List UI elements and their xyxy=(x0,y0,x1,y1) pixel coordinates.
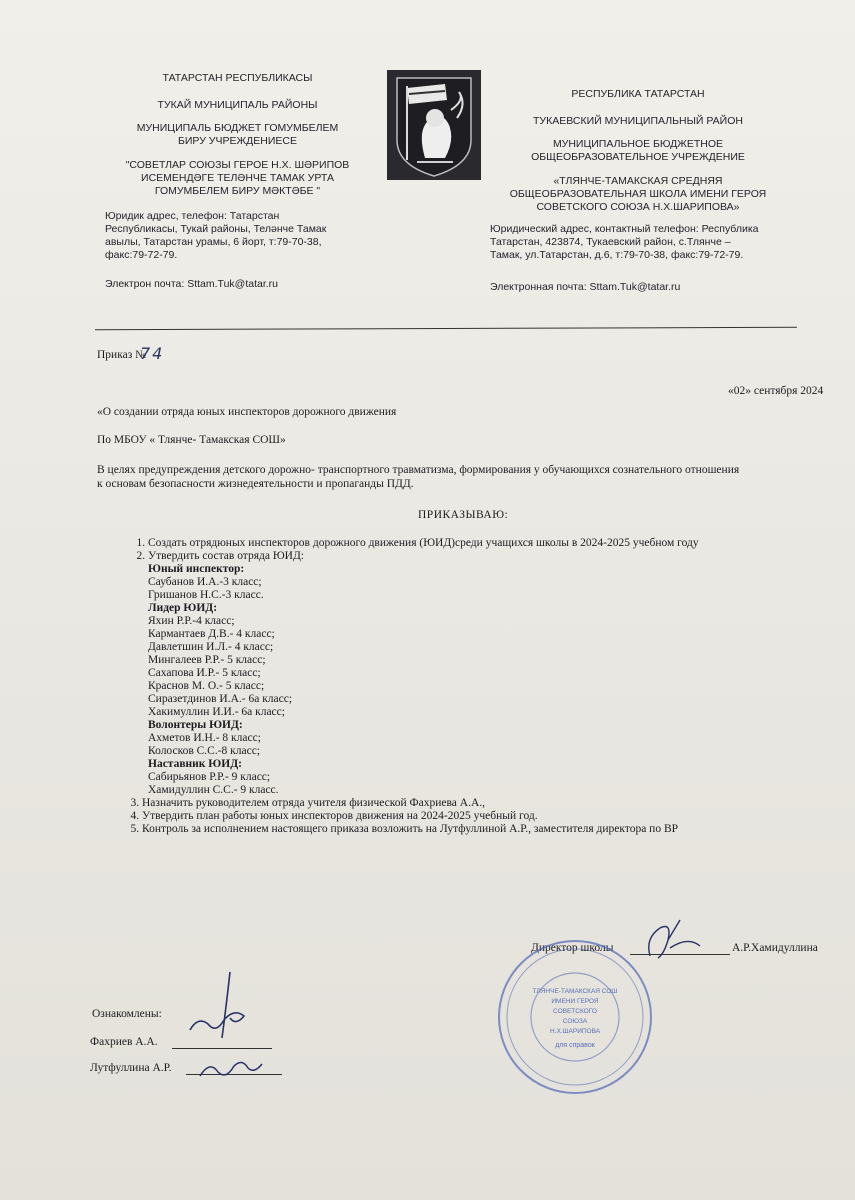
person-signature xyxy=(196,1054,266,1082)
address-line: Юридический адрес, контактный телефон: Республика xyxy=(490,223,759,235)
header-right-school: «ТЛЯНЧЕ-ТАМАКСКАЯ СРЕДНЯЯ xyxy=(553,175,723,187)
order-label: Приказ № xyxy=(97,349,147,361)
header-right-address xyxy=(488,223,788,294)
order-items-list xyxy=(110,537,699,836)
stamp-text: СОВЕТСКОГО xyxy=(553,1008,597,1015)
address-line: Тамак, ул.Татарстан, д.6, т:79-70-38, факс:79-72-79. xyxy=(490,249,744,261)
stamp-text: ИМЕНИ ГЕРОЯ xyxy=(551,998,599,1005)
person-signature xyxy=(178,968,258,1054)
member: Сиразетдинов И.А.- 6а класс; xyxy=(148,693,293,705)
stamp-text: для справок xyxy=(555,1042,595,1049)
member: Хамидуллин С.С.- 9 класс. xyxy=(148,784,279,796)
header-right-district: ТУКАЕВСКИЙ МУНИЦИПАЛЬНЫЙ РАЙОН xyxy=(533,115,743,127)
header-right xyxy=(488,88,788,294)
member: Давлетшин И.Л.- 4 класс; xyxy=(148,641,274,653)
header-left-email: Электрон почта: Sttam.Tuk@tatar.ru xyxy=(105,278,279,290)
member: Саубанов И.А.-3 класс; xyxy=(148,576,262,588)
acquainted-person: Фахриев А.А. xyxy=(90,1036,158,1048)
acquainted-person: Лутфуллина А.Р. xyxy=(90,1062,172,1074)
member: Яхин Р.Р.-4 класс; xyxy=(148,615,235,627)
member: Сахапова И.Р.- 5 класс; xyxy=(148,667,261,679)
acquainted-label: Ознакомлены: xyxy=(92,1008,162,1020)
director-name: А.Р.Хамидуллина xyxy=(732,942,818,954)
address-line: Юридик адрес, телефон: Татарстан xyxy=(105,210,280,222)
order-item: 1. Создать отрядюных инспекторов дорожного движения (ЮИД)среди учащихся школы в 2024-2025 учебном году xyxy=(148,537,699,550)
order-item: 3. Назначить руководителем отряда учителя физической Фахриева А.А., xyxy=(142,797,699,810)
order-date: «02» сентября 2024 xyxy=(728,385,824,397)
member: Кармантаев Д.В.- 4 класс; xyxy=(148,628,275,640)
header-left-republic: ТАТАРСТАН РЕСПУБЛИКАСЫ xyxy=(162,72,313,84)
member: Колосков С.С.-8 класс; xyxy=(148,745,261,757)
member: Сабирьянов Р.Р.- 9 класс; xyxy=(148,771,271,783)
order-item: 4. Утвердить план работы юных инспекторов движения на 2024-2025 учебный год. xyxy=(142,810,699,823)
address-line: факс:79-72-79. xyxy=(105,249,178,261)
director-label: Директор школы xyxy=(531,942,614,954)
group-title: Наставник ЮИД: xyxy=(148,758,242,770)
stamp-text: ТЛЯНЧЕ-ТАМАКСКАЯ СОШ xyxy=(532,988,618,995)
order-item-text: Утвердить состав отряда ЮИД: xyxy=(148,550,305,562)
header-right-email: Электронная почта: Sttam.Tuk@tatar.ru xyxy=(490,281,681,293)
header-left-address xyxy=(100,210,375,291)
header-right-institution: ОБЩЕОБРАЗОВАТЕЛЬНОЕ УЧРЕЖДЕНИЕ xyxy=(531,151,745,163)
group-title: Юный инспектор: xyxy=(148,563,245,575)
address-line: Татарстан, 423874, Тукаевский район, с.Тлянче – xyxy=(490,236,731,248)
member: Краснов М. О.- 5 класс; xyxy=(148,680,265,692)
order-preamble: к основам безопасности жизнедеятельности и пропаганды ПДД. xyxy=(97,478,414,490)
coat-of-arms-emblem xyxy=(387,70,481,180)
header-left-school: "СОВЕТЛАР СОЮЗЫ ГЕРОЕ Н.Х. ШӘРИПОВ xyxy=(125,159,350,171)
stamp-text: Н.Х.ШАРИПОВА xyxy=(549,1028,601,1035)
member: Гришанов Н.С.-3 класс. xyxy=(148,589,264,601)
order-item xyxy=(148,550,699,797)
order-item: 5. Контроль за исполнением настоящего приказа возложить на Лутфуллиной А.Р., заместителя директора по ВР xyxy=(142,823,699,836)
header-right-republic: РЕСПУБЛИКА ТАТАРСТАН xyxy=(571,88,705,100)
header-left-institution: БИРУ УЧРЕЖДЕНИЕСЕ xyxy=(177,135,297,147)
address-line: Республикасы, Тукай районы, Теләнче Тамак xyxy=(105,223,327,235)
official-stamp xyxy=(495,937,655,1097)
header-right-institution: МУНИЦИПАЛЬНОЕ БЮДЖЕТНОЕ xyxy=(552,138,724,150)
header-left-school: ГОМУМБЕЛЕМ БИРУ МӘКТӘБЕ " xyxy=(154,185,321,197)
address-line: авылы, Татарстан урамы, 6 йорт, т:79-70-38, xyxy=(105,236,322,248)
header-right-school: СОВЕТСКОГО СОЮЗА Н.Х.ШАРИПОВА» xyxy=(536,201,740,213)
group-title: Волонтеры ЮИД: xyxy=(148,719,243,731)
member: Ахметов И.Н.- 8 класс; xyxy=(148,732,261,744)
order-organization: По МБОУ « Тлянче- Тамакская СОШ» xyxy=(97,434,286,446)
header-left-district: ТУКАЙ МУНИЦИПАЛЬ РАЙОНЫ xyxy=(157,99,318,111)
stamp-text: СОЮЗА xyxy=(562,1018,588,1025)
header-left-institution: МУНИЦИПАЛЬ БЮДЖЕТ ГОМУМБЕЛЕМ xyxy=(136,122,339,134)
group-title: Лидер ЮИД: xyxy=(148,602,218,614)
header-divider xyxy=(95,327,797,330)
header-right-school: ОБЩЕОБРАЗОВАТЕЛЬНАЯ ШКОЛА ИМЕНИ ГЕРОЯ xyxy=(509,188,767,200)
header-left-school: ИСЕМЕНДӘГЕ ТЕЛӘНЧЕ ТАМАК УРТА xyxy=(141,172,334,184)
member: Хакимуллин И.И.- 6а класс; xyxy=(148,706,285,718)
header-left xyxy=(100,72,375,291)
member: Мингалеев Р.Р.- 5 класс; xyxy=(148,654,266,666)
order-command: ПРИКАЗЫВАЮ: xyxy=(418,509,509,521)
order-subject: «О создании отряда юных инспекторов дорожного движения xyxy=(97,406,397,418)
members-list xyxy=(148,563,699,797)
order-number: 74 xyxy=(140,344,165,363)
order-preamble: В целях предупреждения детского дорожно- транспортного травматизма, формирования у обучающихся сознательного отношения xyxy=(97,464,740,476)
